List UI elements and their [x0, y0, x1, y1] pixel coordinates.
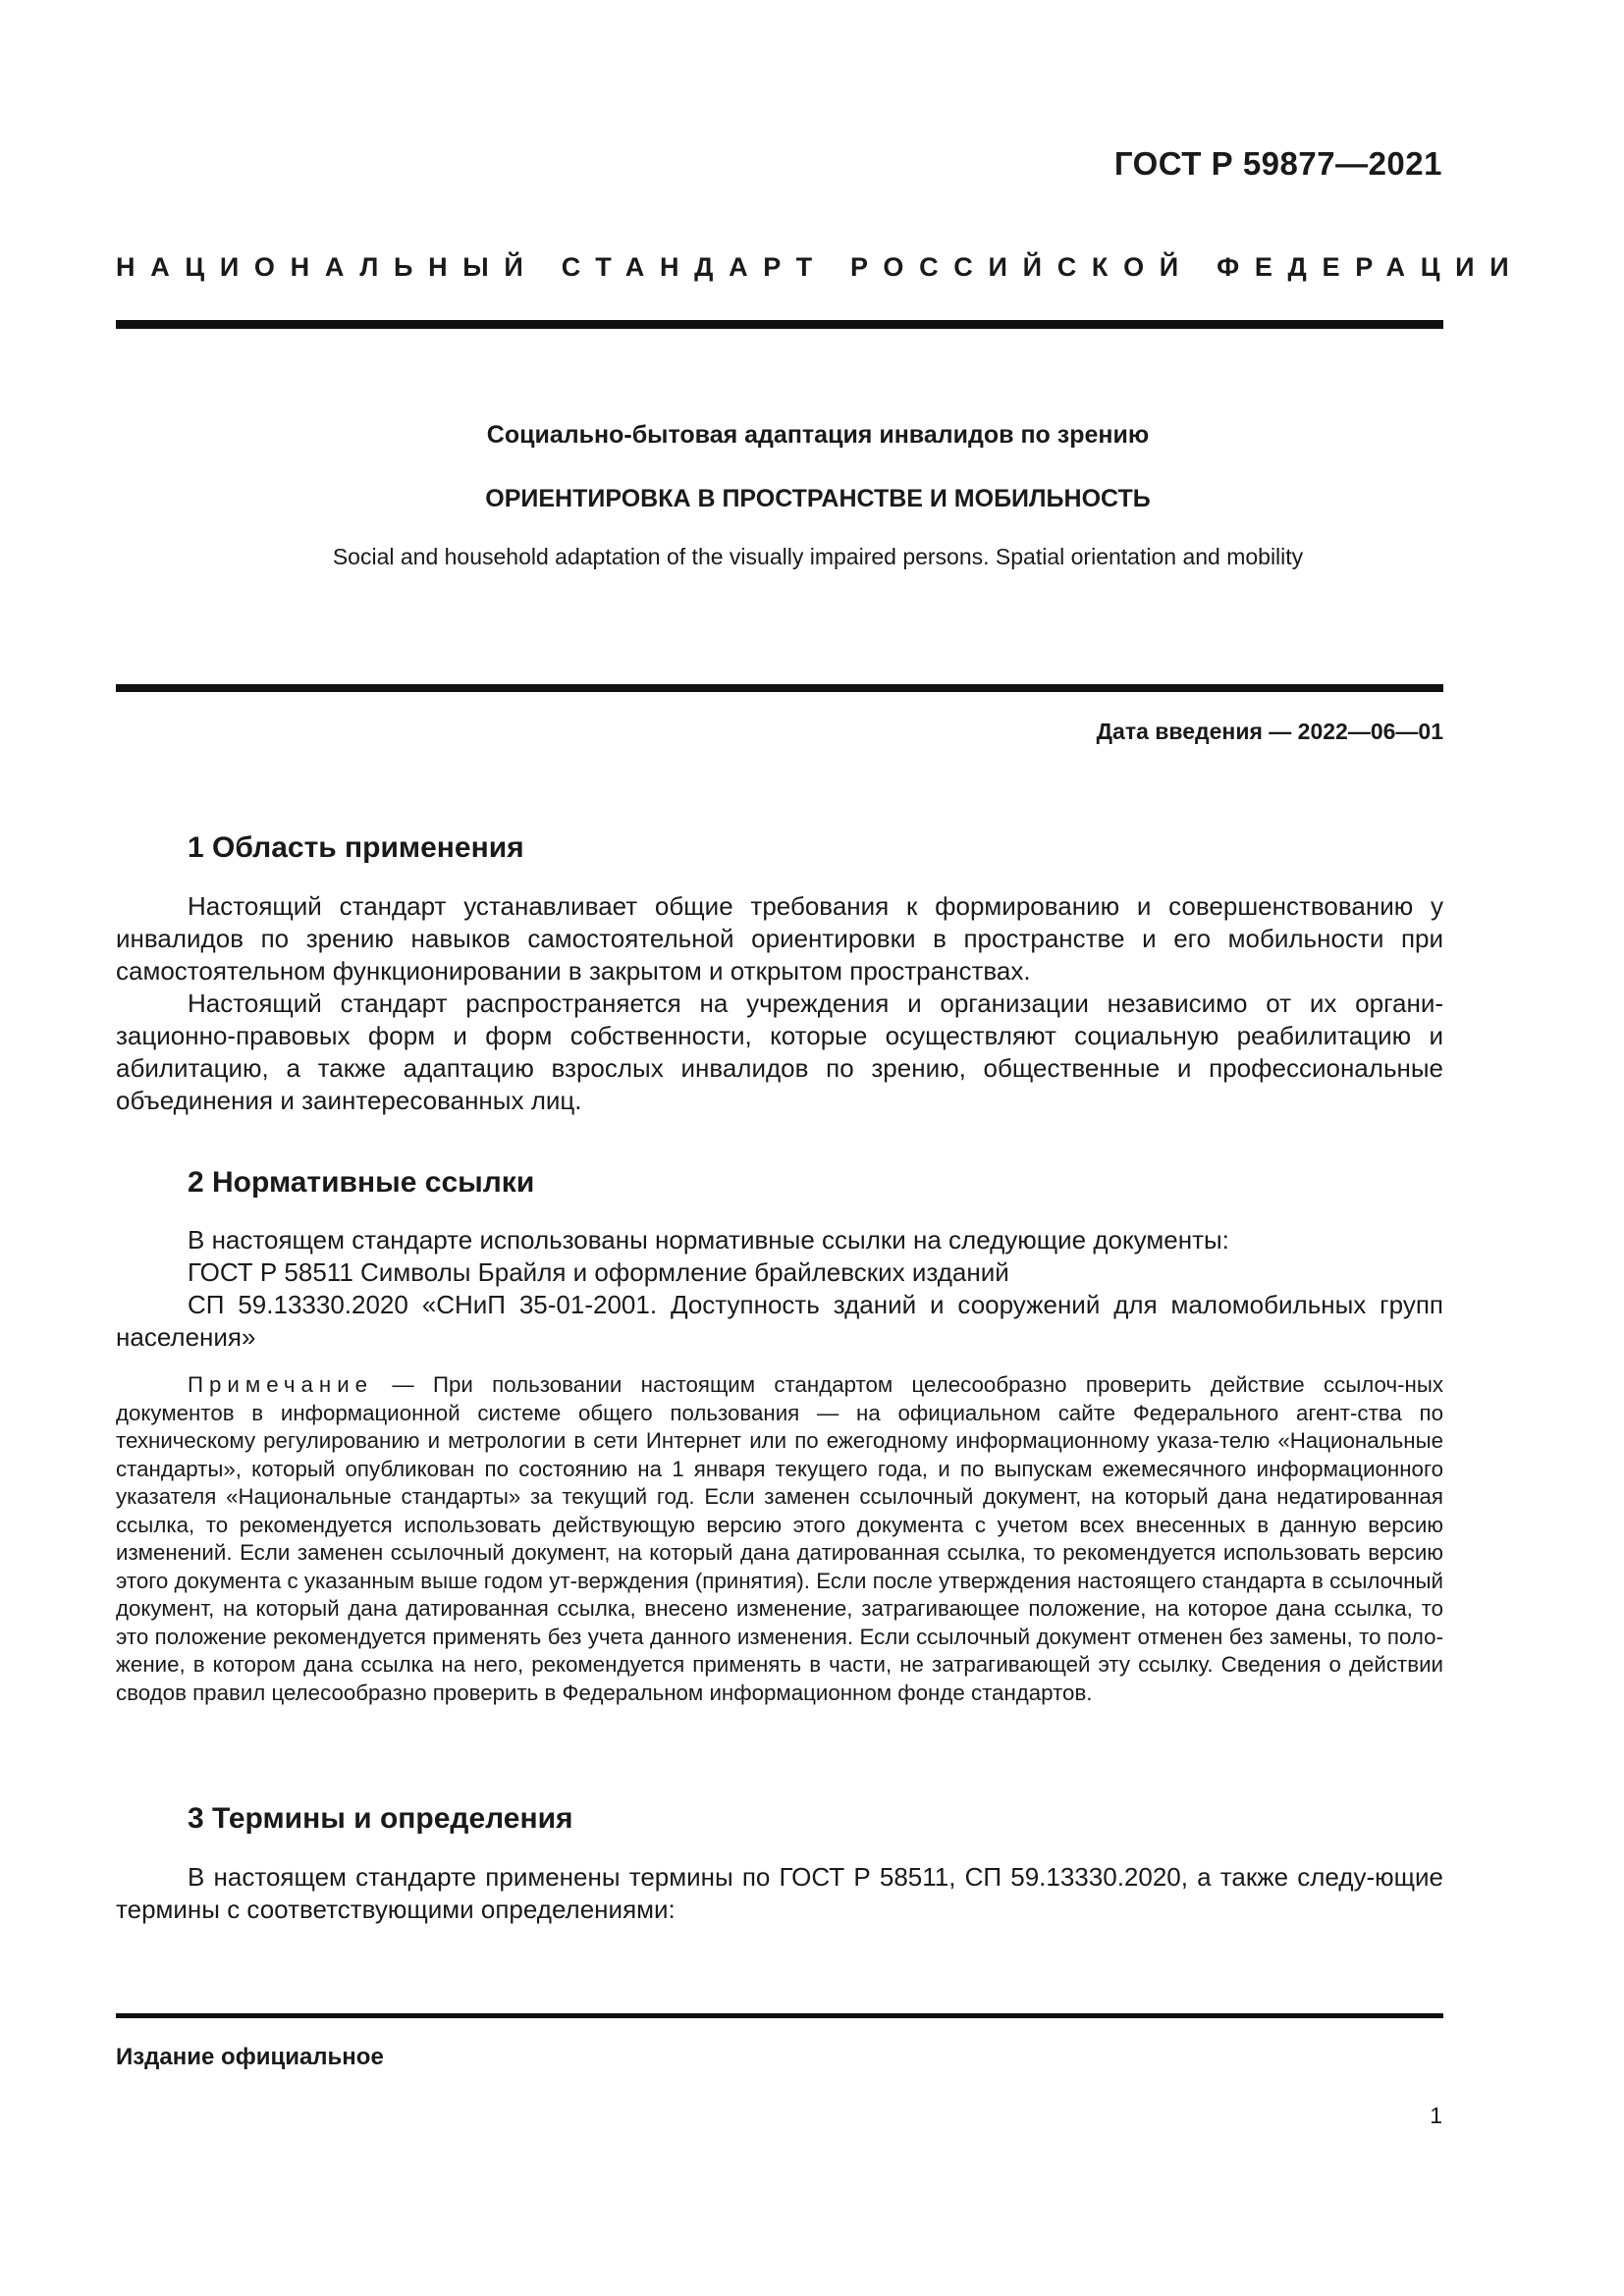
title-english: Social and household adaptation of the visually impaired persons. Spatial orientation and mobility	[332, 544, 1304, 569]
section-2-paragraph-1: В настоящем стандарте использованы нормативные ссылки на следующие документы:	[188, 1225, 1229, 1255]
section-1-paragraph-2: Настоящий стандарт распространяется на учреждения и организации независимо от их органи-зационно-правовых форм и форм собственности, которые осуществляют социальную реабилитацию и абилитацию, а также адаптацию взрослых инвалидов по зрению, общественные и профессиональные объединения и заинтересованных лиц.	[116, 988, 1443, 1115]
title-line-1: Социально-бытовая адаптация инвалидов по зрению	[486, 421, 1150, 449]
section-2-reference-1: ГОСТ Р 58511 Символы Брайля и оформление брайлевских изданий	[188, 1257, 1009, 1287]
title-line-2: ОРИЕНТИРОВКА В ПРОСТРАНСТВЕ И МОБИЛЬНОСТЬ	[485, 485, 1151, 512]
section-2-heading: 2 Нормативные ссылки	[188, 1166, 535, 1199]
section-2-reference-2: СП 59.13330.2020 «СНиП 35-01-2001. Доступность зданий и сооружений для маломобильных групп населения»	[116, 1290, 1443, 1352]
section-3-paragraph-1: В настоящем стандарте применены термины по ГОСТ Р 58511, СП 59.13330.2020, а также следу-ющие термины с соответствующими определениями:	[116, 1862, 1443, 1924]
page-number: 1	[1430, 2103, 1442, 2128]
introduction-date: Дата введения — 2022—06—01	[1096, 719, 1443, 744]
title-rule	[116, 684, 1443, 692]
official-edition-label: Издание официальное	[116, 2044, 384, 2070]
section-2-note	[116, 1371, 1443, 1707]
header-rule	[116, 320, 1443, 329]
document-designation: ГОСТ Р 59877—2021	[1113, 145, 1442, 182]
section-1-heading: 1 Область применения	[188, 831, 524, 864]
national-standard-caption: НАЦИОНАЛЬНЫЙ СТАНДАРТ РОССИЙСКОЙ ФЕДЕРАЦИИ	[116, 252, 1525, 282]
note-label: Примечание	[188, 1372, 374, 1397]
footer-rule	[116, 2013, 1443, 2018]
section-1-paragraph-1: Настоящий стандарт устанавливает общие требования к формированию и совершенствованию у инвалидов по зрению навыков самостоятельной ориентировки в пространстве и его мобильности при самостоятельном функционировании в закрытом и открытом пространствах.	[116, 891, 1443, 986]
section-3-heading: 3 Термины и определения	[188, 1802, 573, 1835]
note-text: — При пользовании настоящим стандартом целесообразно проверить действие ссылоч-ных документов в информационной системе общего пользования — на официальном сайте Федерального агент-ства по техническому регулированию и метрологии в сети Интернет или по ежегодному информационному указа-телю «Национальные стандарты», который опубликован по состоянию на 1 января текущего года, и по выпускам ежемесячного информационного указателя «Национальные стандарты» за текущий год. Если заменен ссылочный документ, на который дана недатированная ссылка, то рекомендуется использовать действующую версию этого документа с учетом всех внесенных в данную версию изменений. Если заменен ссылочный документ, на который дана датированная ссылка, то рекомендуется использовать версию этого документа с указанным выше годом ут-верждения (принятия). Если после утверждения настоящего стандарта в ссылочный документ, на который дана датированная ссылка, внесено изменение, затрагивающее положение, на которое дана ссылка, то это положение рекомендуется применять без учета данного изменения. Если ссылочный документ отменен без замены, то поло-жение, в котором дана ссылка на него, рекомендуется применять в части, не затрагивающей эту ссылку. Сведения о действии сводов правил целесообразно проверить в Федеральном информационном фонде стандартов.	[116, 1372, 1443, 1705]
